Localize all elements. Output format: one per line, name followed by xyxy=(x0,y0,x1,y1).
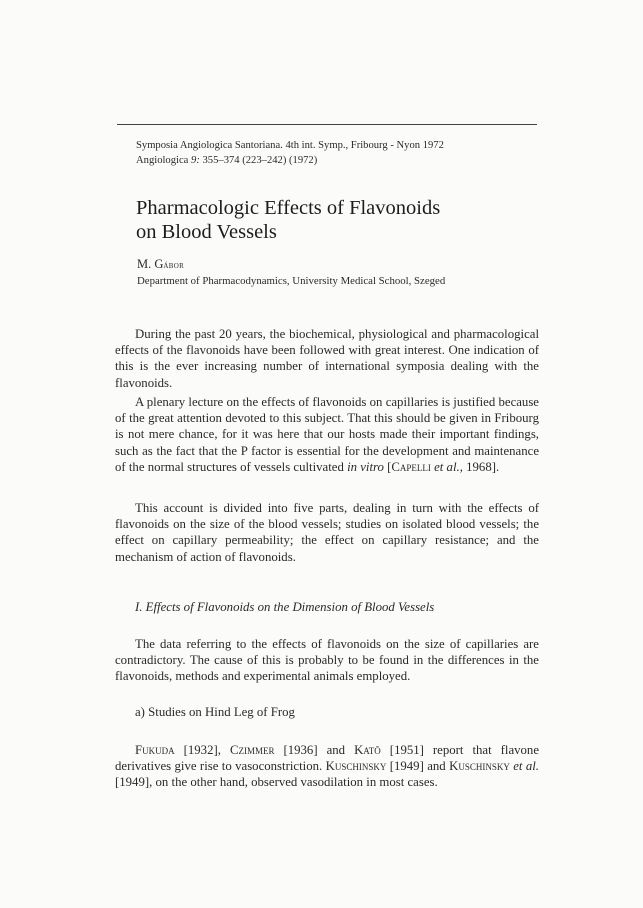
citation-author: Czimmer xyxy=(229,743,275,757)
journal-line-1: Symposia Angiologica Santoriana. 4th int. Symp., Fribourg - Nyon 1972 xyxy=(136,140,444,151)
paragraph-2: A plenary lecture on the effects of flavonoids on capillaries is justified because of the great attention devoted to this subject. That this should be given in Fribourg is not mere chance, for it was here that our hosts made their important findings, such as the fact that the P factor is essential for the development and maintenance of the normal structures of vessels cultivated in vitro [Capelli et al., 1968]. xyxy=(115,395,539,474)
paragraph-1: During the past 20 years, the biochemical, physiological and pharmacological effects of the flavonoids have been followed with great interest. One indication of this is the ever increasing number of international symposia dealing with the flavonoids. xyxy=(115,327,539,390)
article-title xyxy=(136,196,440,244)
citation-author: Fukuda xyxy=(135,743,175,757)
journal-volume: 9: xyxy=(191,155,200,166)
journal-citation xyxy=(136,138,444,168)
journal-line-2: Angiologica 9: 355–374 (223–242) (1972) xyxy=(136,155,318,166)
affiliation: Department of Pharmacodynamics, University Medical School, Szeged xyxy=(137,275,446,287)
title-line-2: on Blood Vessels xyxy=(136,221,277,243)
paragraph-4: The data referring to the effects of flavonoids on the size of capillaries are contradictory. The cause of this is probably to be found in the differences in the flavonoids, methods and experimental animals employed. xyxy=(115,637,539,684)
subsection-heading: a) Studies on Hind Leg of Frog xyxy=(135,705,295,719)
section-heading: I. Effects of Flavonoids on the Dimension of Blood Vessels xyxy=(135,600,435,614)
paragraph-3: This account is divided into five parts, dealing in turn with the effects of flavonoids on the size of the blood vessels; studies on isolated blood vessels; the effect on capillary permeability; the effect on capillary resistance; and the mechanism of action of flavonoids. xyxy=(115,501,539,564)
paragraph-5: Fukuda [1932], Czimmer [1936] and Katō [1951] report that flavone derivatives give rise to vasoconstriction. Kuschinsky [1949] and Kuschinsky et al. [1949], on the other hand, observed vasodilation in most cases. xyxy=(115,743,540,790)
header-rule xyxy=(117,124,537,125)
author: M. Gábor xyxy=(137,257,185,271)
citation-author: Capelli xyxy=(391,459,431,474)
citation-author: Kuschinsky xyxy=(449,759,510,774)
title-line-1: Pharmacologic Effects of Flavonoids xyxy=(136,197,441,219)
citation-author: Katō xyxy=(354,743,381,757)
citation-author: Kuschinsky xyxy=(325,759,387,774)
